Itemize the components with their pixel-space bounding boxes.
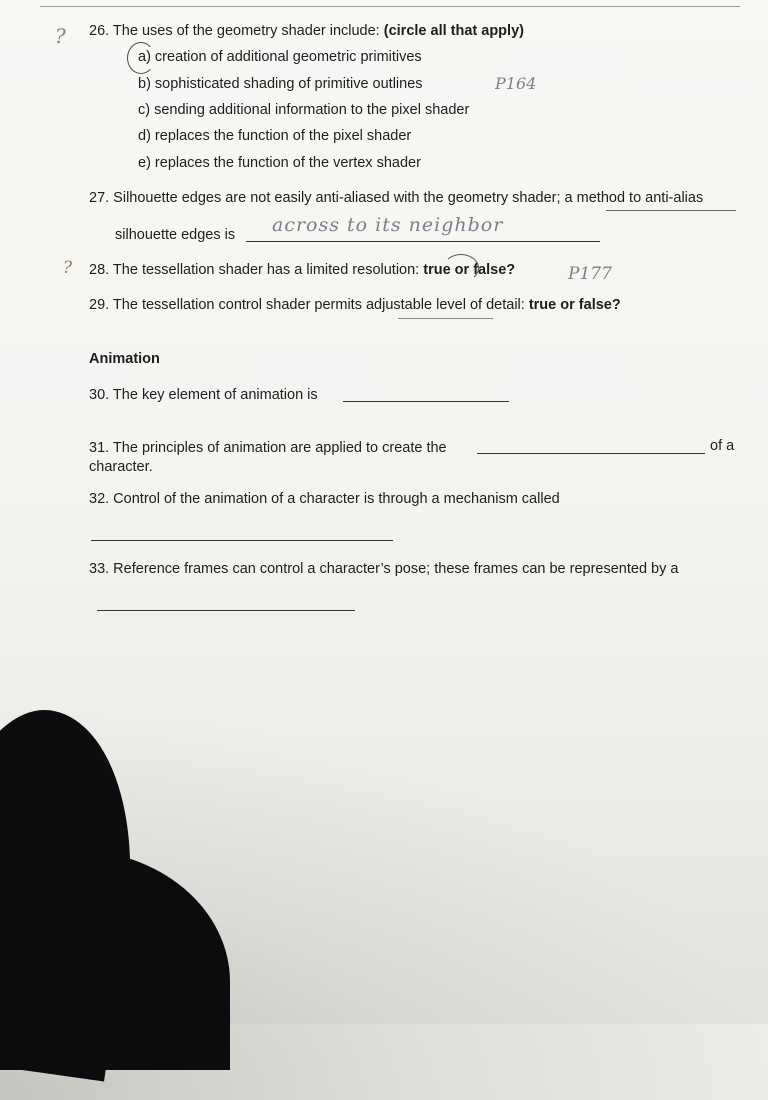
question-29 [89,296,621,314]
question-26 [89,22,524,40]
question-31-line2: character. [89,459,153,475]
question-27-line2: silhouette edges is [115,227,236,243]
question-26-instruction: (circle all that apply) [383,23,524,39]
answer-blank-33 [97,610,355,611]
option-26c: c) sending additional information to the pixel shader [138,102,470,118]
answer-circle-true [443,254,479,282]
question-26-stem: 26. The uses of the geometry shader include: [89,23,380,39]
question-29-text: 29. The tessellation control shader permits adjustable level of detail: [89,297,525,313]
option-26e: e) replaces the function of the vertex shader [138,155,421,171]
choice-or-29: or [560,297,575,313]
choice-true-28[interactable]: true [423,262,451,278]
question-32: 32. Control of the animation of a character is through a mechanism called [89,491,560,507]
choice-false-29[interactable]: false? [578,297,621,313]
underline-adjustable [398,318,493,319]
choice-or-28: or [454,262,470,278]
section-heading-animation: Animation [89,351,160,367]
option-26a: a) creation of additional geometric primitives [138,49,422,65]
question-31: 31. The principles of animation are applied to create the [89,440,447,456]
handwritten-page-note-26: P164 [495,74,537,93]
question-33: 33. Reference frames can control a character’s pose; these frames can be represented by a [89,561,679,577]
option-26d: d) replaces the function of the pixel shader [138,128,412,144]
choice-false-28[interactable]: false? [473,262,516,278]
handwritten-page-note-28: P177 [568,264,612,284]
underline-method [606,210,736,211]
answer-blank-31 [477,453,705,454]
margin-question-mark-28: ? [63,258,73,278]
option-26b: b) sophisticated shading of primitive outlines [138,76,423,92]
question-27-line1: 27. Silhouette edges are not easily anti-aliased with the geometry shader; a method to anti-alias [89,190,704,206]
question-28-text: 28. The tessellation shader has a limited resolution: [89,262,420,278]
margin-question-mark-26: ? [55,24,66,48]
handwritten-answer-27: across to its neighbor [272,214,504,236]
question-30: 30. The key element of animation is [89,387,318,403]
answer-blank-30 [343,401,509,402]
choice-true-29[interactable]: true [528,297,557,313]
answer-blank-32 [91,540,393,541]
page-top-rule [40,6,740,7]
answer-blank-27 [246,241,600,242]
question-31-suffix: of a [710,438,735,454]
